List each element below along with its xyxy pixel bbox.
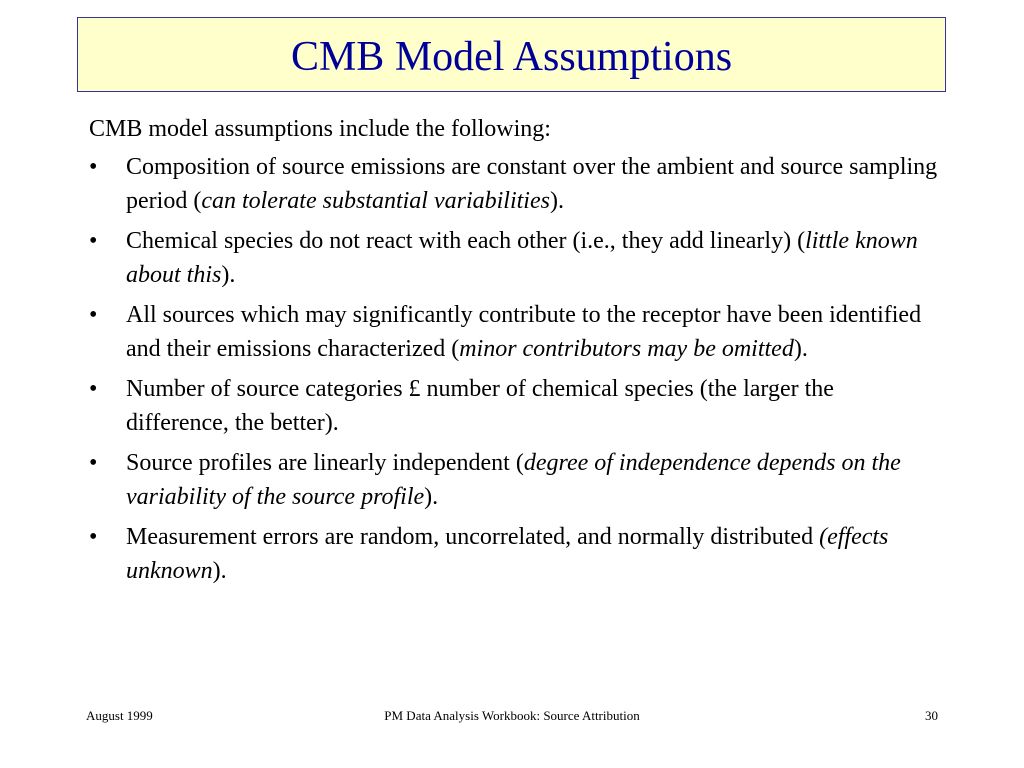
bullet-item (89, 446, 939, 514)
bullet-text: Composition of source emissions are constant over the ambient and source sampling period ( (126, 154, 938, 214)
bullet-italic-text: degree of independence depends on the variability of the source profile (126, 450, 901, 510)
bullet-item (89, 298, 939, 366)
bullet-italic-text: minor contributors may be omitted (459, 336, 794, 362)
bullet-text: All sources which may significantly contribute to the receptor have been identified and their emissions characterized ( (126, 302, 922, 362)
bullet-marker: • (89, 228, 98, 254)
footer-page-number: 30 (925, 708, 938, 723)
footer-date: August 1999 (86, 708, 153, 723)
bullet-item (89, 150, 939, 218)
bullet-italic-text: little known about this (126, 228, 918, 288)
bullet-marker: • (89, 376, 98, 402)
bullet-marker: • (89, 524, 98, 550)
slide-title: CMB Model Assumptions (290, 33, 733, 80)
bullet-text-end: ). (424, 484, 439, 510)
slide-content (89, 112, 939, 594)
bullet-text: Measurement errors are random, uncorrelated, and normally distributed (126, 524, 820, 550)
bullet-text-end: ). (221, 262, 236, 288)
bullet-text-end: ). (212, 558, 227, 584)
bullet-text-end: ). (793, 336, 808, 362)
bullet-marker: • (89, 154, 98, 180)
bullet-text: Chemical species do not react with each other (i.e., they add linearly) ( (126, 228, 806, 254)
intro-text: CMB model assumptions include the following: (89, 116, 551, 142)
bullet-marker: • (89, 450, 98, 476)
bullet-italic-text: can tolerate substantial variabilities (201, 188, 550, 214)
bullet-item (89, 372, 939, 440)
bullet-marker: • (89, 302, 98, 328)
bullet-item (89, 520, 939, 588)
bullet-text: Source profiles are linearly independent ( (126, 450, 524, 476)
bullet-text-end: ). (549, 188, 564, 214)
bullet-item (89, 224, 939, 292)
bullet-italic-text: (effects unknown (126, 524, 889, 584)
bullet-text: Number of source categories £ number of chemical species (the larger the difference, the better). (126, 376, 834, 436)
footer-title: PM Data Analysis Workbook: Source Attribution (384, 708, 640, 723)
title-box (77, 17, 946, 92)
